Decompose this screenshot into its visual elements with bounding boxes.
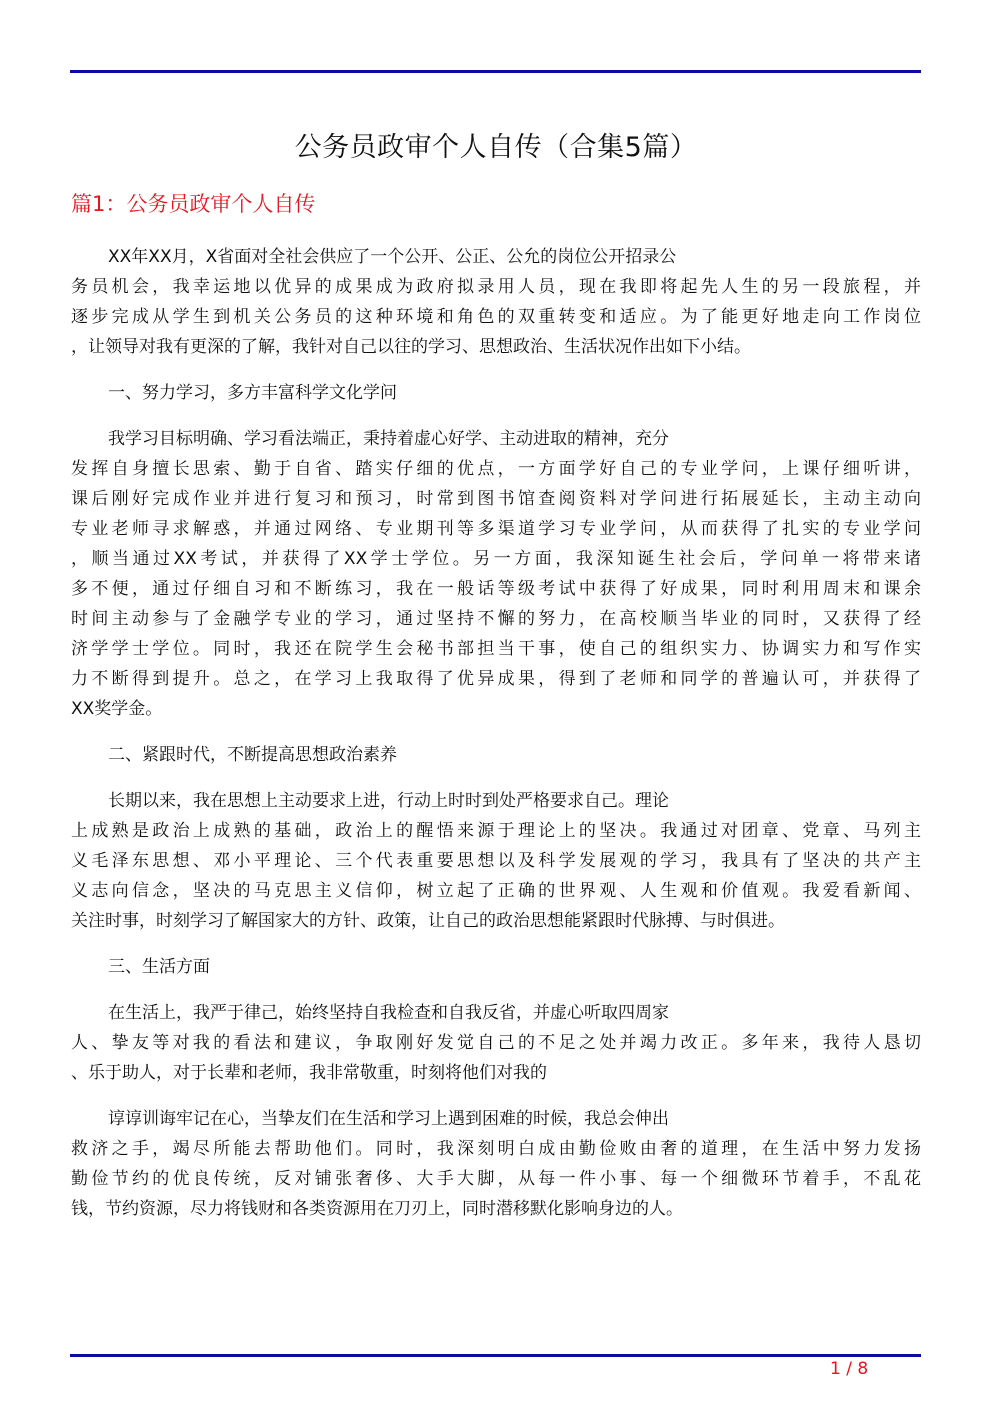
page-number: 1 / 8 [830, 1359, 869, 1379]
section-heading: 篇1：公务员政审个人自传 [71, 192, 316, 216]
text-line: 逐步完成从学生到机关公务员的这种环境和角色的双重转变和适应。为了能更好地走向工作岗位 [71, 307, 921, 327]
text-line: 发挥自身擅长思索、勤于自省、踏实仔细的优点，一方面学好自己的专业学问，上课仔细听讲， [71, 459, 921, 479]
text-line: 我学习目标明确、学习看法端正，秉持着虚心好学、主动进取的精神，充分 [108, 429, 669, 449]
paragraph-frugality [71, 1104, 921, 1224]
text-line: 力不断得到提升。总之，在学习上我取得了优异成果，得到了老师和同学的普遍认可，并获得了 [71, 669, 921, 689]
text-line: XX年XX月，X省面对全社会供应了一个公开、公正、公允的岗位公开招录公 [108, 247, 677, 267]
text-line: 钱，节约资源，尽力将钱财和各类资源用在刀刃上，同时潜移默化影响身边的人。 [71, 1199, 683, 1219]
text-line: 关注时事，时刻学习了解国家大的方针、政策，让自己的政治思想能紧跟时代脉搏、与时俱进。 [71, 911, 785, 931]
footer-rule [70, 1354, 921, 1357]
text-line: 务员机会，我幸运地以优异的成果成为政府拟录用人员，现在我即将起先人生的另一段旅程，并 [71, 277, 921, 297]
text-line: 济学学士学位。同时，我还在院学生会秘书部担当干事，使自己的组织实力、协调实力和写作实 [71, 639, 921, 659]
paragraph-intro [71, 242, 921, 362]
text-line: 时间主动参与了金融学专业的学习，通过坚持不懈的努力，在高校顺当毕业的同时，又获得了经 [71, 609, 921, 629]
text-line: 义毛泽东思想、邓小平理论、三个代表重要思想以及科学发展观的学习，我具有了坚决的共产主 [71, 851, 921, 871]
text-line: 长期以来，我在思想上主动要求上进，行动上时时到处严格要求自己。理论 [108, 791, 669, 811]
subheading-study: 一、努力学习，多方丰富科学文化学问 [108, 383, 397, 403]
paragraph-life [71, 998, 921, 1088]
text-line: ，让领导对我有更深的了解，我针对自己以往的学习、思想政治、生活状况作出如下小结。 [71, 337, 751, 357]
document-body [71, 242, 921, 1240]
text-line: 课后刚好完成作业并进行复习和预习，时常到图书馆查阅资料对学问进行拓展延长，主动主动向 [71, 489, 921, 509]
text-line: 救济之手，竭尽所能去帮助他们。同时，我深刻明白成由勤俭败由奢的道理，在生活中努力发扬 [71, 1139, 921, 1159]
text-line: XX奖学金。 [71, 699, 163, 719]
text-line: 在生活上，我严于律己，始终坚持自我检查和自我反省，并虚心听取四周家 [108, 1003, 669, 1023]
document-title: 公务员政审个人自传（合集5篇） [294, 132, 698, 163]
text-line: 勤俭节约的优良传统，反对铺张奢侈、大手大脚，从每一件小事、每一个细微环节着手，不乱花 [71, 1169, 921, 1189]
text-line: 谆谆训诲牢记在心，当挚友们在生活和学习上遇到困难的时候，我总会伸出 [108, 1109, 669, 1129]
text-line: 义志向信念，坚决的马克思主义信仰，树立起了正确的世界观、人生观和价值观。我爱看新闻、 [71, 881, 921, 901]
text-line: 人、挚友等对我的看法和建议，争取刚好发觉自己的不足之处并竭力改正。多年来，我待人恳切 [71, 1033, 921, 1053]
text-line: ，顺当通过XX考试，并获得了XX学士学位。另一方面，我深知诞生社会后，学问单一将带来诸 [71, 549, 921, 569]
text-line: 、乐于助人，对于长辈和老师，我非常敬重，时刻将他们对我的 [71, 1063, 547, 1083]
text-line: 上成熟是政治上成熟的基础，政治上的醒悟来源于理论上的坚决。我通过对团章、党章、马列主 [71, 821, 921, 841]
paragraph-study [71, 424, 921, 724]
header-rule [70, 70, 921, 73]
subheading-life: 三、生活方面 [108, 957, 210, 977]
text-line: 多不便，通过仔细自习和不断练习，我在一般话等级考试中获得了好成果，同时利用周末和课余 [71, 579, 921, 599]
subheading-politics: 二、紧跟时代，不断提高思想政治素养 [108, 745, 397, 765]
paragraph-politics [71, 786, 921, 936]
text-line: 专业老师寻求解惑，并通过网络、专业期刊等多渠道学习专业学问，从而获得了扎实的专业学问 [71, 519, 921, 539]
